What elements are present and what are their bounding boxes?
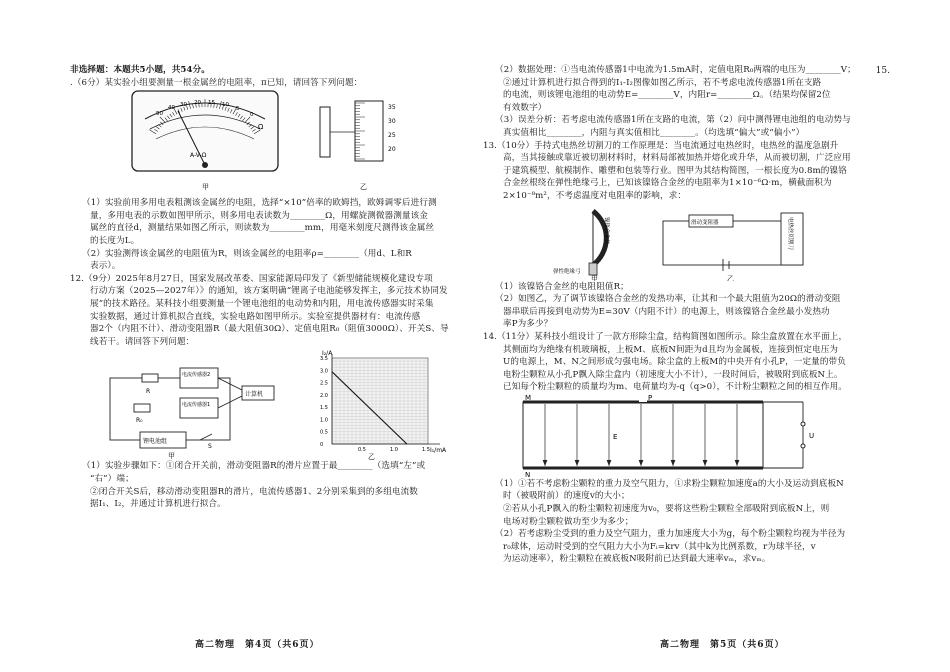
meter-scale-3: 20 [194,100,201,107]
q14-q-line-5: r₀球体，运动时受到的空气阻力大小为Fᵢ=krv（其中k为比例系数，r为球半径，v [503,541,816,552]
dust-box [523,399,805,468]
right-page [475,0,950,672]
q12-line-3: 实验数据，通过计算机拟合直线，实验电路如图甲所示。实验室提供器材有：电流传感 [90,311,421,322]
q14-line-2: U的电源上，M、N之间形成匀强电场。除尘盒的上板M的中央开有小孔P，一定量的带负 [503,357,846,368]
q13-line-1: 高，当其接触或靠近被切割材料时，材料局部被加热并熔化或升华，从而被切割，广泛应用 [503,153,851,164]
meter-scale-5: 10 [222,102,229,109]
vernier-tick-3: 20 [388,146,396,154]
left-footer: 高二物理 第4页（共6页） [195,640,320,650]
bow-insulator-label: 弹性绝缘弓 [553,268,581,275]
graph-x-tick: 0.5 [358,447,366,454]
vernier-tick-1: 30 [388,118,396,126]
q13-circuit [663,213,803,271]
circuit-sensor1: 电流传感器1 [182,402,211,409]
micrometer [320,101,396,161]
vernier-tick-2: 25 [388,132,396,140]
q14-line-1: 其侧面均为绝缘有机玻璃板，上板M、底板N间距为d且均为金属板，连接到恒定电压为 [503,344,839,355]
graph-y-tick: 1.0 [320,417,328,424]
right-footer: 高二物理 第5页（共6页） [660,640,785,650]
field-arrow [543,460,547,465]
graph-y-tick: 3.5 [320,356,328,363]
q14-line-0: 14.（11分）某科技小组设计了一款方形除尘盒，结构简图如图所示。除尘盒放置在水平面上， [483,331,848,342]
q12-line-1: 行动方案（2025—2027年）》的通知，该方案明确“锂离子电池能够发挥主，多元技术协同发 [90,286,448,297]
q11-figure-svg [70,89,470,197]
graph-y-axis-label: I₂/A [322,350,333,358]
q13-line-2: 于建筑模型、航模制作、雕塑和包装等行业。图甲为其结构简图，一根长度为0.8m的镍铬 [503,165,847,176]
multimeter-dial [132,91,278,171]
q14-figure [483,394,880,478]
q14-q-line-4: （2）若考虑粉尘受到的重力及空气阻力，重力加速度大小为g，每个粉尘颗粒均视为半径为 [495,529,846,540]
q14-field-e: E [613,432,618,441]
graph-y-tick: 0.5 [320,430,328,437]
circuit-r-label: R [146,388,151,396]
graph-y-tick: 2.0 [320,393,328,400]
q11-p2-line-1: 表示）。 [90,261,121,272]
q12-line-2: 展”的技术路径。某科技小组要测量一个锂电池组的电动势和内阻，用电流传感器实时采集 [90,298,434,309]
q13-line-3: 合金丝根绕在弹性绝缘弓上，已知该镍铬合金丝的电阻率为1×10⁻⁶Ω·m，横截面积为 [503,178,832,189]
q13-fig-jia-caption: 甲 [591,274,598,281]
q12-figures [70,348,467,460]
q12-line-0: 12.（9分）2025年8月27日，国家发展改革委、国家能源局印发了《新型储能规模化建设专项 [70,273,433,284]
graph-fig-label: 乙 [368,453,375,461]
graph-x-tick: 1.5 [422,447,430,454]
q13-line-0: 13.（10分）手持式电热丝切割刀的工作原理是：当电流通过电热丝时，电热丝的温度急剧升 [483,140,839,151]
q12-figure-svg [70,348,470,460]
q13-q-line-1: （2）如图乙，为了调节该镍铬合金丝的发热功率，让其和一个最大阻值为20Ω的滑动变阻 [495,294,841,305]
graph-x-tick: 1.0 [390,447,398,454]
meter-scale-4: 15 [208,100,215,107]
field-arrow [703,460,707,465]
q13-figures [483,203,880,281]
q11-p1-line-2: 属丝的直径d，测量结果如图乙所示，则读数为________mm，用毫米刻度尺测得该金属丝 [90,223,435,234]
graph-x-axis-label: I₁/mA [430,447,447,455]
circuit-battery: 锂电池组 [143,438,168,446]
q12c-line-2: 的电流，则该锂电池组的电动势E=________V，内阻r=________Ω。（结果均保留2位 [503,90,831,101]
meter-scale-2: 30 [180,102,187,109]
q12-step2-line-1: 据I₁、I₂，并通过计算机进行拟合。 [90,499,226,510]
left-column [70,64,467,511]
q13-rheostat-label: 滑动变阻器 [691,219,719,226]
q12c-line-1: ②通过计算机进行拟合得到的I₁-I₂图像如图乙所示，若不考虑电流传感器1所在支路 [503,77,822,88]
q12c-line-0: （2）数据处理：①当电流传感器1中电流为1.5mA时，定值电阻R₀两端的电压为________V； [495,65,856,75]
circuit-switch: S [208,443,212,451]
q11-fig-yi-label: 乙 [360,183,367,192]
q13-q-line-2: 器串联后再接到电动势为E=30V（内阻不计）的电源上，则该镍铬合金丝最小发热功 [503,306,830,317]
q11-p1-line-3: 的长度为L。 [90,235,140,246]
meter-dial-text: A-V-Ω [190,152,207,160]
q13-q-line-3: 率P为多少？ [503,319,553,330]
margin-number: 15. [875,66,890,76]
q14-line-4: 已知每个粉尘颗粒的质量均为m、电荷量均为-q（q>0），不计粉尘颗粒之间的相互作用。 [503,382,847,393]
q14-voltage-u: U [809,431,815,440]
q13-q-line-0: （1）该镍铬合金丝的电阻阻值R； [495,281,629,292]
q14-q-line-1: 时（被吸附前）的速度v的大小； [503,491,630,502]
q12c-line-5: 真实值相比________，内阻与真实值相比________。（均选填“偏大”或“偏小”） [503,127,805,138]
q12-circuit [110,368,274,451]
q14-figure-svg [483,394,878,478]
field-arrow [639,460,643,465]
q11-figures [70,89,467,197]
q14-plate-m: M [525,393,532,402]
q12-step-line-0: （1）实验步骤如下：①闭合开关前，滑动变阻器R的滑片应置于最________（选填“左”或 [82,461,426,472]
q13-figure-svg [483,203,878,281]
q12-step-line-1: “右”）端； [90,473,134,484]
field-arrow [575,460,579,465]
q12-graph [320,354,440,453]
q13-fig-yi-caption: 乙 [727,274,734,281]
q12c-line-3: 有效数字） [503,102,547,113]
q12-line-4: 器2个（内阻不计）、滑动变阻器R（最大阻值30Ω）、定值电阻R₀（阻值3000Ω）、开关S、导 [90,324,449,335]
graph-y-tick: 0 [320,442,324,449]
circuit-sensor2: 电流传感器2 [182,372,211,379]
q13-cutter-label: 电热丝切割刀 [787,216,793,250]
q13-line-4: 2×10⁻⁸m²，不考虑温度对电阻率的影响，求： [503,190,687,201]
q14-hole-p: P [648,393,653,402]
q11-fig-jia-label: 甲 [202,183,209,192]
q14-line-3: 电粉尘颗粒从小孔P飘入除尘盒内（初速度大小不计），一段时间后，被吸附到底板N上。 [503,369,843,380]
circuit-r0-label: R₀ [136,417,143,425]
graph-y-tick: 2.5 [320,380,328,387]
meter-scale-6: 5 [236,106,240,113]
q11-intro: .（6分）某实验小组要测量一根金属丝的电阻率，π已知，请回答下列问题： [70,77,363,88]
q14-q-line-2: ②若从小孔P飘入的粉尘颗粒初速度为v₀，要将这些粉尘颗粒全部吸附到底板N上，则 [503,504,830,515]
vernier-tick-0: 35 [388,104,396,112]
field-arrow [735,460,739,465]
section-heading: 非选择题：本题共5小题，共54分。 [70,65,210,75]
right-column [483,64,880,566]
circuit-fig-label: 甲 [168,452,175,461]
q11-p1-line-0: （1）实验前用多用电表粗测该金属丝的电阻，选择“×10”倍率的欧姆挡，欧姆调零后进行测 [82,198,437,209]
q14-q-line-0: （1）①若不考虑粉尘颗粒的重力及空气阻力，①求粉尘颗粒加速度a的大小及运动到底板N [495,478,844,489]
graph-y-tick: 1.5 [320,405,328,412]
circuit-computer: 计算机 [245,391,264,399]
meter-scale-0: 50 [156,111,163,118]
q11-p1-line-1: 量，多用电表的示数如图甲所示，则多用电表读数为________Ω，用螺旋测微器测量该金 [90,210,428,221]
q11-p2-line-0: （2）实验测得该金属丝的电阻值为R，则该金属丝的电阻率ρ=________（用d、L和R [82,248,412,259]
field-arrow [671,460,675,465]
q14-plate-n: N [525,470,531,478]
q14-q-line-3: 电场对粉尘颗粒做功至少为多少； [503,516,634,527]
q12-line-5: 线若干。请回答下列问题： [90,336,195,347]
q14-q-line-6: 为运动速率），粉尘颗粒在被底板N吸附前已达到最大速率vₘ，求vₘ。 [503,554,771,565]
meter-scale-1: 40 [168,105,175,112]
q12-step2-line-0: ②闭合开关S后，移动滑动变阻器R的滑片，电流传感器1、2分别采集到的多组电流数 [90,486,418,497]
q12c-line-4: （3）误差分析：若考虑电流传感器1所在支路的电流，第（2）问中测得锂电池组的电动势与 [495,115,851,126]
graph-y-tick: 3.0 [320,368,328,375]
field-arrow [607,460,611,465]
meter-ohm-symbol: Ω [258,123,264,132]
bow-wire-label: 镍铬合金丝 [603,216,609,245]
meter-scale-7: 0 [250,112,254,119]
